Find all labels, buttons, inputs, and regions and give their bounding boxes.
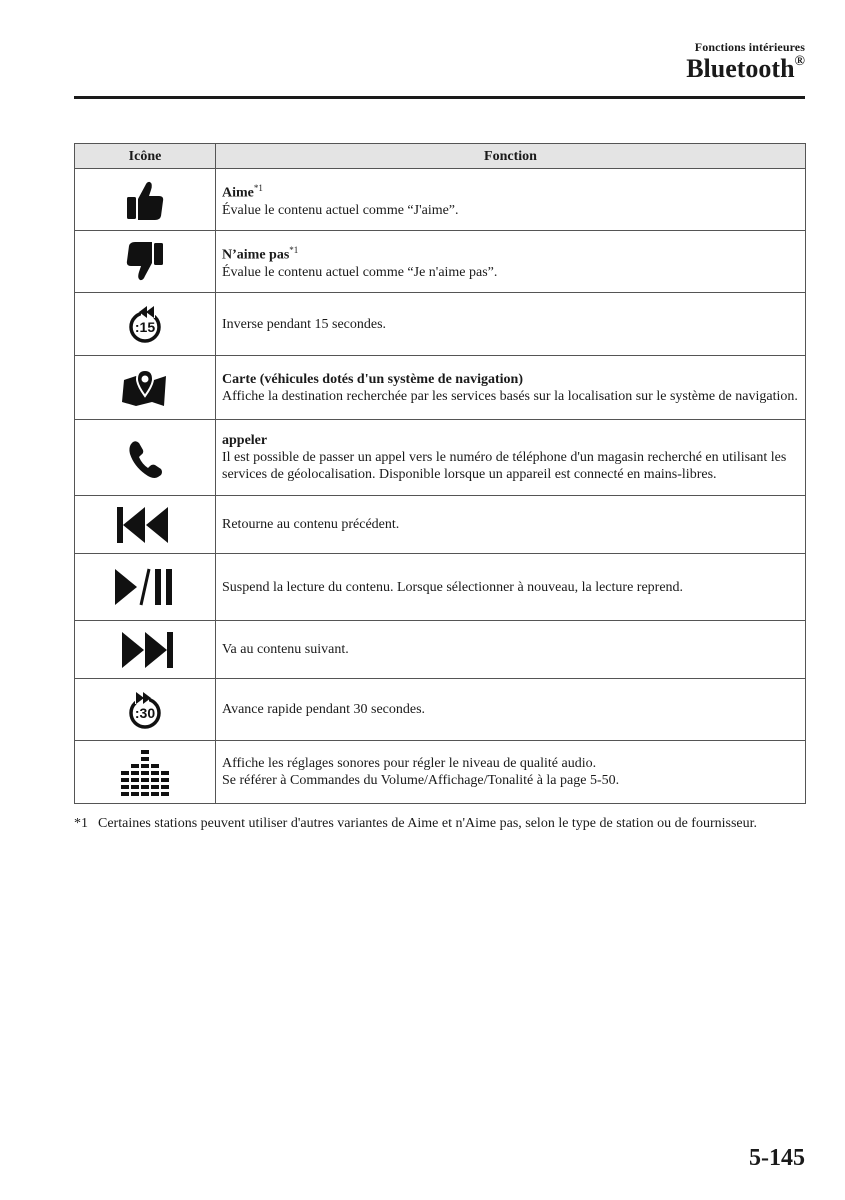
function-description: Il est possible de passer un appel vers le numéro de téléphone d'un magasin recherché en utilisant les services de géolocalisation. Disponible lorsque un appareil est connecté en mains-libres. bbox=[222, 450, 787, 482]
function-description: Évalue le contenu actuel comme “J'aime”. bbox=[222, 202, 459, 218]
registered-mark: ® bbox=[794, 54, 805, 70]
function-description: Affiche les réglages sonores pour régler le niveau de qualité audio. bbox=[222, 756, 597, 771]
next-track-icon bbox=[116, 631, 174, 669]
function-name: appeler bbox=[222, 433, 268, 448]
page-number: 5-145 bbox=[749, 1145, 805, 1171]
function-description: Avance rapide pendant 30 secondes. bbox=[222, 702, 426, 717]
icon-cell bbox=[75, 621, 216, 679]
icon-cell bbox=[75, 169, 216, 231]
svg-text::30: :30 bbox=[134, 704, 156, 721]
function-name: Aime$^{*1}$ bbox=[222, 183, 263, 201]
table-header-row bbox=[75, 144, 806, 169]
page-title-text: Bluetooth bbox=[686, 54, 795, 83]
header-divider bbox=[74, 96, 805, 99]
icon-cell bbox=[75, 741, 216, 804]
equalizer-icon bbox=[120, 748, 170, 796]
function-description: Affiche la destination recherchée par les services basés sur la localisation sur le système de navigation. bbox=[222, 388, 798, 404]
table-row bbox=[75, 679, 806, 741]
icon-cell bbox=[75, 496, 216, 554]
function-description-reference: Se référer à Commandes du Volume/Affichage/Tonalité à la page 5-50. bbox=[222, 773, 620, 788]
icon-cell bbox=[75, 231, 216, 293]
svg-text::15: :15 bbox=[134, 319, 156, 335]
section-title: Fonctions intérieures bbox=[694, 40, 805, 54]
column-header-function: Fonction bbox=[216, 144, 806, 169]
function-name: Carte (véhicules dotés d'un système de navigation) bbox=[222, 371, 523, 387]
function-cell bbox=[216, 496, 806, 554]
table-row bbox=[75, 169, 806, 231]
icon-cell bbox=[75, 293, 216, 356]
page-title bbox=[686, 54, 805, 84]
table-row bbox=[75, 496, 806, 554]
icon-cell bbox=[75, 356, 216, 420]
function-name: N’aime pas$^{*1}$ bbox=[222, 245, 299, 263]
previous-track-icon bbox=[116, 506, 174, 544]
function-cell bbox=[216, 420, 806, 496]
function-cell bbox=[216, 293, 806, 356]
function-description: Inverse pendant 15 secondes. bbox=[222, 316, 387, 332]
play-pause-icon bbox=[113, 567, 177, 607]
table-row bbox=[75, 741, 806, 804]
function-cell bbox=[216, 679, 806, 741]
table-row bbox=[75, 420, 806, 496]
thumbs-down-icon bbox=[125, 240, 165, 284]
footnote-text: Certaines stations peuvent utiliser d'autres variantes de Aime et n'Aime pas, selon le type de station ou de fournisseur. bbox=[98, 816, 757, 831]
map-pin-icon bbox=[120, 366, 170, 410]
function-cell bbox=[216, 554, 806, 621]
icon-cell bbox=[75, 679, 216, 741]
table-row bbox=[75, 293, 806, 356]
function-cell bbox=[216, 621, 806, 679]
forward-30-icon bbox=[125, 688, 165, 732]
phone-icon bbox=[125, 436, 165, 480]
function-description: Évalue le contenu actuel comme “Je n'aime pas”. bbox=[222, 264, 498, 280]
footnote-mark: *1 bbox=[74, 816, 88, 831]
function-description: Suspend la lecture du contenu. Lorsque sélectionner à nouveau, la lecture reprend. bbox=[222, 579, 684, 595]
function-description: Va au contenu suivant. bbox=[222, 642, 349, 657]
table-row bbox=[75, 231, 806, 293]
function-table bbox=[74, 143, 806, 804]
function-cell bbox=[216, 356, 806, 420]
table-row bbox=[75, 554, 806, 621]
icon-cell bbox=[75, 420, 216, 496]
function-cell bbox=[216, 231, 806, 293]
function-description: Retourne au contenu précédent. bbox=[222, 517, 400, 532]
function-cell bbox=[216, 169, 806, 231]
table-row bbox=[75, 621, 806, 679]
rewind-15-icon bbox=[125, 302, 165, 346]
column-header-icon: Icône bbox=[75, 144, 216, 169]
footnote bbox=[74, 815, 774, 832]
function-cell bbox=[216, 741, 806, 804]
table-row bbox=[75, 356, 806, 420]
thumbs-up-icon bbox=[125, 178, 165, 222]
icon-cell bbox=[75, 554, 216, 621]
